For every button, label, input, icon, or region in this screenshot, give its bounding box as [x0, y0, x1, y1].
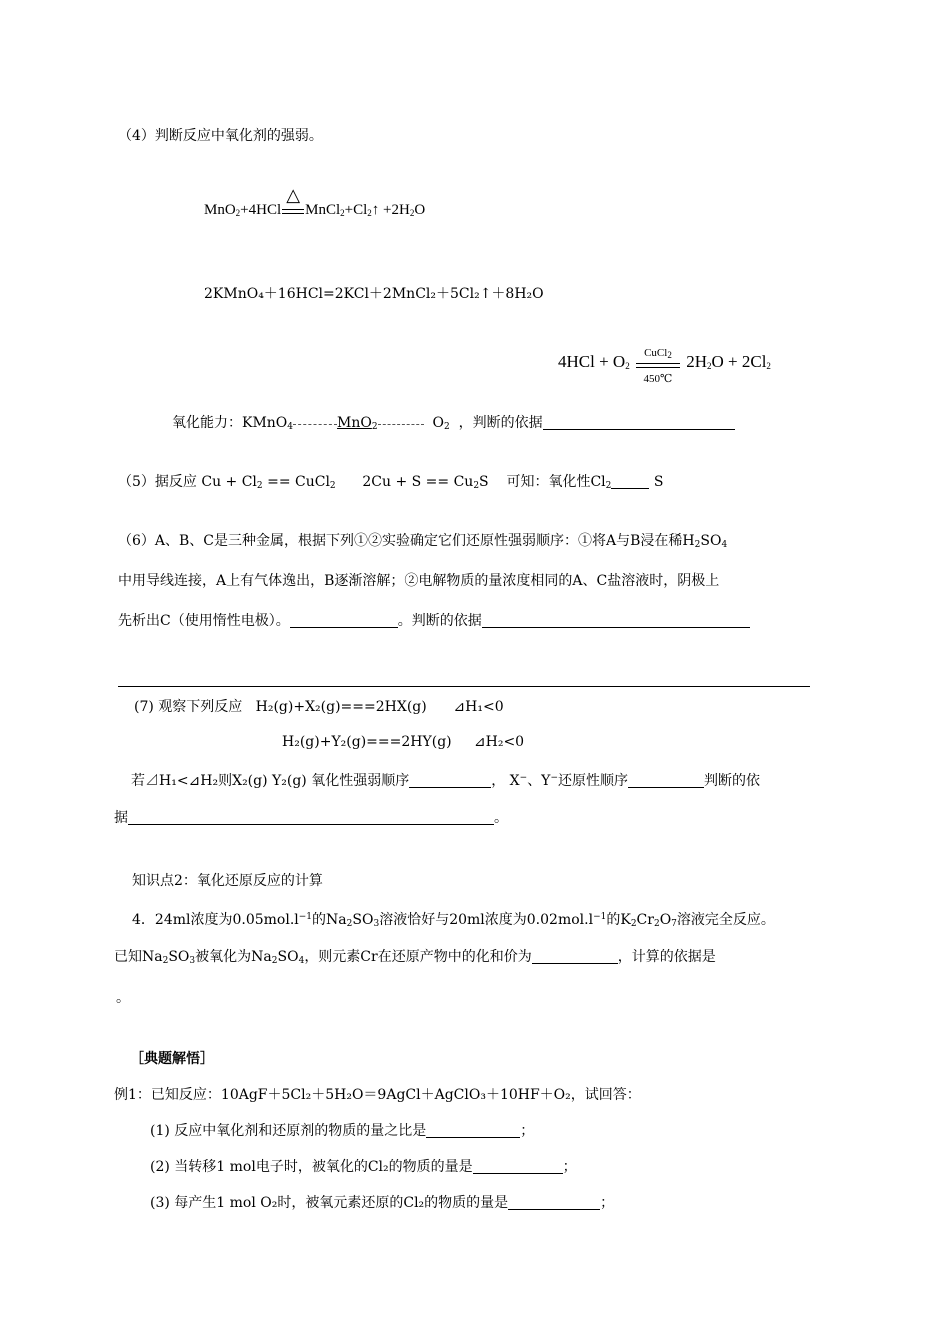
- equation-hcl-o2: $4HCl + O_2$ CuCl$_2$ 450℃ $2H_2O + 2Cl_2$: [558, 346, 771, 385]
- example-header: ［典题解悟］: [130, 1051, 214, 1067]
- problem-4-line3: 。: [116, 990, 130, 1006]
- problem-4-line1: 4．24ml浓度为$0.05mol.l^{-1}$的$Na_2SO_3$溶液恰好与20ml浓度为$0.02mol.l^{-1}$的$K_2Cr_2O_7$溶液完全反应。: [132, 912, 775, 929]
- q7-intro: (7) 观察下列反应 H₂(g)+X₂(g)===2HX(g) ⊿H₁<0: [134, 699, 504, 715]
- answer-blank[interactable]: [290, 612, 398, 628]
- gas-arrow-icon: ↑: [371, 202, 380, 218]
- q7-basis: 据 。: [114, 810, 508, 826]
- heat-triangle-icon: △: [286, 185, 301, 206]
- answer-blank[interactable]: [508, 1194, 600, 1210]
- q7-question: 若⊿H₁<⊿H₂则X₂(g) Y₂(g) 氧化性强弱顺序 ， X−、Y−还原性顺序 判断的依: [131, 773, 760, 789]
- q6-answer-line[interactable]: [118, 686, 810, 687]
- example-1-q1: (1) 反应中氧化剂和还原剂的物质的量之比是 ；: [150, 1123, 535, 1139]
- q6-line2: 中用导线连接，A上有气体逸出，B逐渐溶解；②电解物质的量浓度相同的A、C盐溶液时，阴极上: [118, 573, 720, 589]
- q7-reaction2: H₂(g)+Y₂(g)===2HY(g) ⊿H₂<0: [282, 734, 525, 750]
- answer-blank[interactable]: [628, 772, 704, 788]
- kp2-title: 知识点2：氧化还原反应的计算: [132, 873, 323, 889]
- answer-blank[interactable]: [473, 1158, 563, 1174]
- answer-blank[interactable]: [128, 809, 494, 825]
- equation-kmno4-hcl: 2KMnO₄＋16HCl=2KCl＋2MnCl₂＋5Cl₂↑＋8H₂O: [204, 286, 544, 302]
- answer-blank[interactable]: [543, 414, 735, 430]
- answer-blank[interactable]: [426, 1122, 520, 1138]
- q4-heading: （4）判断反应中氧化剂的强弱。: [118, 128, 323, 144]
- q5-line: （5）据反应 $Cu + Cl_2$ == CuCl$_2$ $2Cu + S == Cu_2S$ 可知：氧化性$Cl_2$ S: [118, 474, 664, 491]
- answer-blank[interactable]: [482, 612, 750, 628]
- example-1-q3: (3) 每产生1 mol O₂时，被氧元素还原的Cl₂的物质的量是 ；: [150, 1195, 615, 1211]
- answer-blank[interactable]: [409, 772, 491, 788]
- oxidation-ability-line: 氧化能力：KMnO$_4$ MnO$_2$ $O_2$ ，判断的依据: [172, 413, 735, 437]
- catalyst-condition: CuCl$_2$ 450℃: [636, 359, 680, 368]
- equation-mno2-hcl: MnO$_2$+4HCl △ $MnCl_2+Cl_2↑ +2H_2O$: [204, 185, 426, 218]
- answer-blank[interactable]: [532, 948, 618, 964]
- example-1-q2: (2) 当转移1 mol电子时，被氧化的Cl₂的物质的量是 ；: [150, 1159, 577, 1175]
- heat-condition: [282, 185, 304, 214]
- q6-line1: （6）A、B、C是三种金属，根据下列①②实验确定它们还原性强弱顺序：①将A与B浸在稀$H_2SO_4$: [118, 533, 728, 550]
- problem-4-line2: 已知$Na_2SO_3$被氧化为$Na_2SO_4$，则元素Cr在还原产物中的化和价为 ，计算的依据是: [114, 949, 716, 966]
- answer-blank[interactable]: [611, 473, 649, 489]
- q6-line3: 先析出C（使用惰性电极）。 。判断的依据: [118, 611, 750, 631]
- example-1: 例1：已知反应：10AgF＋5Cl₂＋5H₂O＝9AgCl＋AgClO₃＋10HF＋O₂，试回答：: [114, 1087, 641, 1103]
